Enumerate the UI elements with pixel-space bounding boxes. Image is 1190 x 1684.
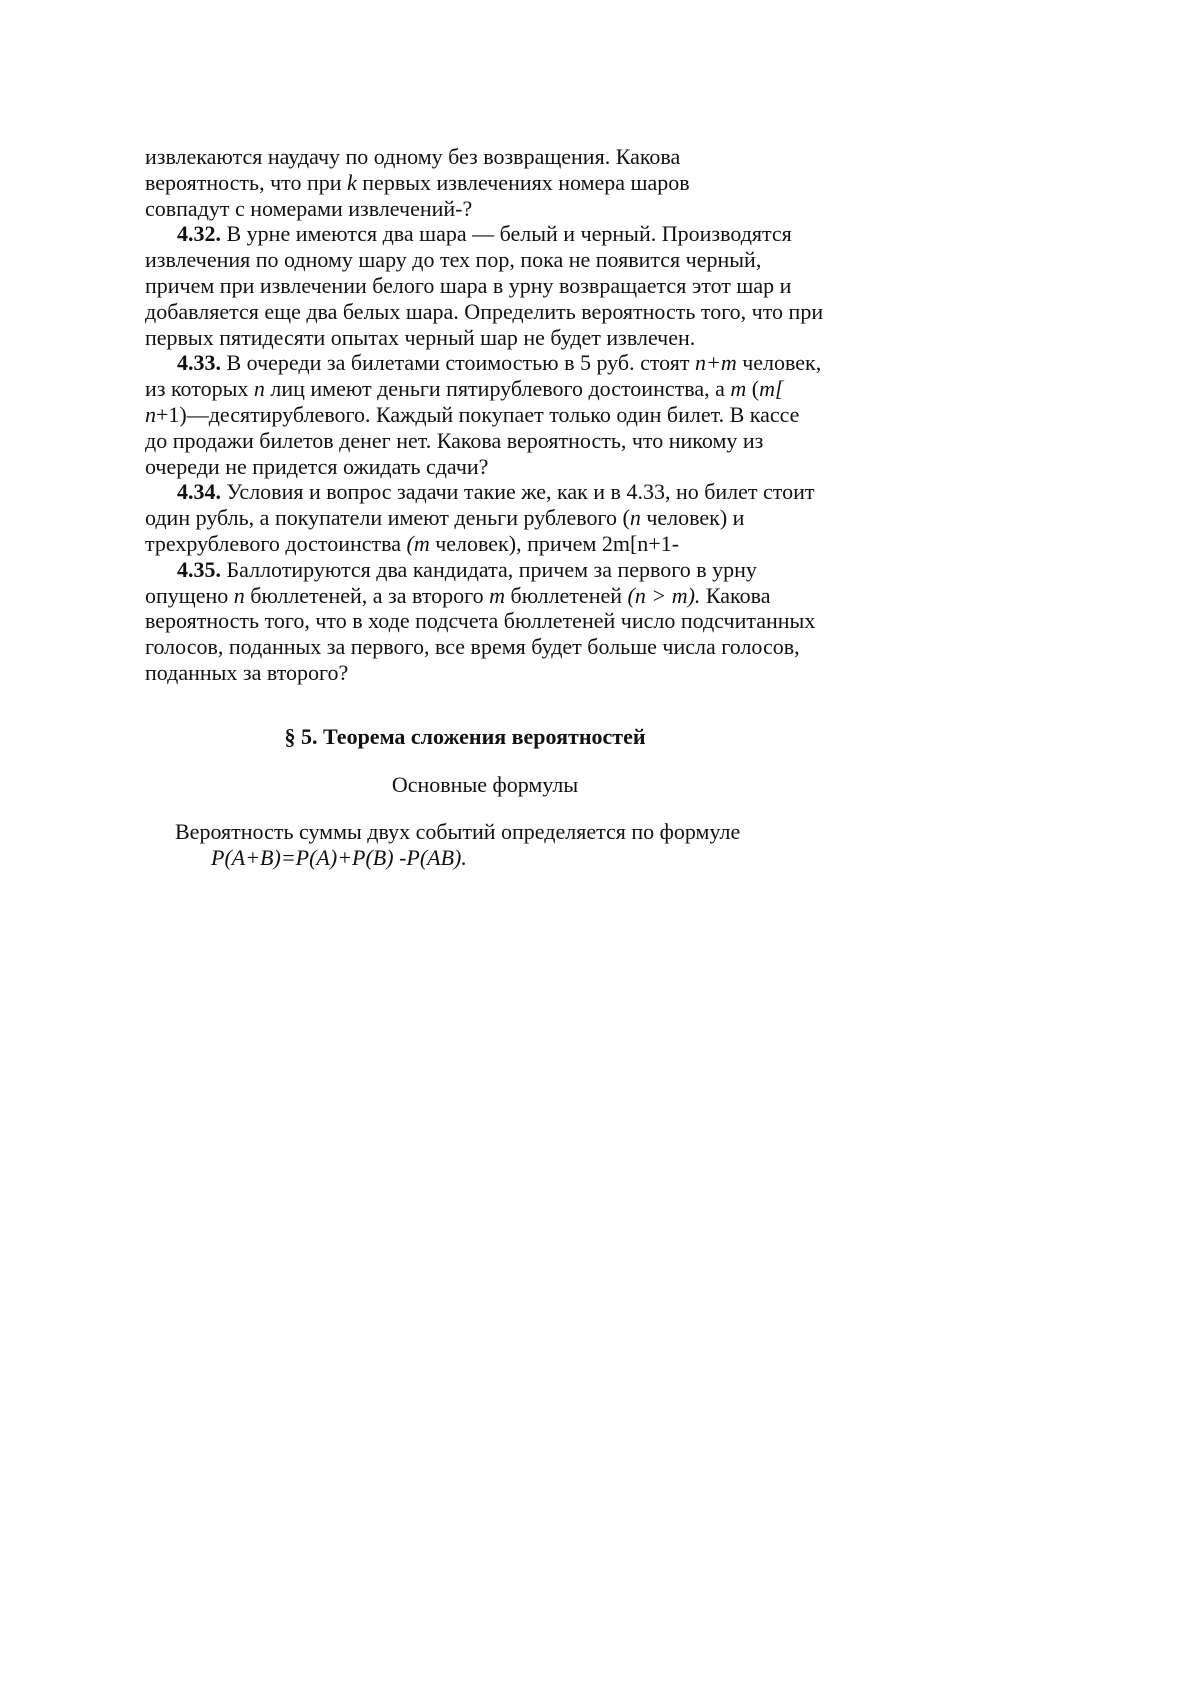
continuation-line-2b: первых извлечениях номера шаров bbox=[356, 169, 690, 195]
problem-text: Баллотируются два кандидата, причем за первого в урну опущено bbox=[145, 556, 757, 608]
problem-text: бюллетеней bbox=[505, 582, 628, 608]
problem-text: ( bbox=[746, 376, 760, 402]
continuation-line-1: извлекаются наудачу по одному без возвращения. Какова bbox=[145, 144, 681, 169]
variable: (n > m). bbox=[627, 582, 701, 608]
problem-text: лиц имеют деньги пятирублевого достоинства, а bbox=[264, 376, 731, 402]
continuation-line-2a: вероятность, что при bbox=[145, 169, 348, 195]
variable-k: k bbox=[347, 169, 357, 195]
continuation-line-3: совпадут с номерами извлечений-? bbox=[145, 195, 473, 221]
problem-text: Условия и вопрос задачи такие же, как и в 4.33, но билет стоит один рубль, а покупатели имеют деньги рублевого ( bbox=[145, 479, 815, 531]
variable: n bbox=[233, 582, 245, 608]
section-heading: § 5. Теорема сложения вероятностей bbox=[284, 723, 646, 749]
problem-text: человек), причем 2m[n+1- bbox=[429, 530, 680, 556]
problem-number: 4.35. bbox=[177, 556, 221, 582]
problem-text: бюллетеней, а за второго bbox=[244, 582, 490, 608]
addition-formula: P(A+B)=P(A)+P(B) -P(AB). bbox=[211, 845, 467, 871]
problem-number: 4.33. bbox=[177, 350, 221, 376]
variable: m bbox=[489, 582, 506, 608]
variable: n bbox=[253, 376, 265, 402]
problem-text: +1)—десятирублевого. Каждый покупает только один билет. В кассе до продажи билетов денег нет. Какова вероятность, что никому из очереди не придется ожидать сдачи? bbox=[145, 401, 800, 479]
formula-intro: Вероятность суммы двух событий определяется по формуле bbox=[175, 819, 741, 845]
problem-text: В очереди за билетами стоимостью в 5 руб. стоят bbox=[221, 350, 695, 376]
problem-text: человек) и трехрублевого достоинства bbox=[145, 505, 745, 556]
variable: n bbox=[629, 505, 641, 531]
problem-number: 4.34. bbox=[177, 479, 221, 505]
problem-4-35 bbox=[145, 557, 825, 686]
problem-4-33 bbox=[145, 350, 825, 479]
problem-number: 4.32. bbox=[177, 221, 221, 247]
variable: n+m bbox=[694, 350, 737, 376]
page-text bbox=[145, 144, 825, 871]
problem-text: человек, из которых bbox=[145, 350, 822, 402]
variable: n bbox=[145, 401, 156, 427]
continuation-paragraph bbox=[145, 144, 825, 221]
problem-4-32 bbox=[145, 221, 825, 350]
variable: (m bbox=[406, 530, 430, 556]
problem-text: В урне имеются два шара — белый и черный. Производятся извлечения по одному шару до тех пор, пока не появится черный, причем при извлечении белого шара в урну возвращается этот шар и добавляется еще два белых шара. Определить вероятность того, что при первых пятидесяти опытах черный шар не будет извлечен. bbox=[145, 221, 824, 350]
variable: m bbox=[730, 376, 747, 402]
variable: m[ bbox=[759, 376, 784, 402]
problem-text: Какова вероятность того, что в ходе подсчета бюллетеней число подсчитанных голосов, поданных за первого, все время будет больше числа голосов, поданных за второго? bbox=[145, 582, 816, 685]
section-subheading: Основные формулы bbox=[391, 771, 579, 797]
problem-4-34 bbox=[145, 479, 825, 556]
